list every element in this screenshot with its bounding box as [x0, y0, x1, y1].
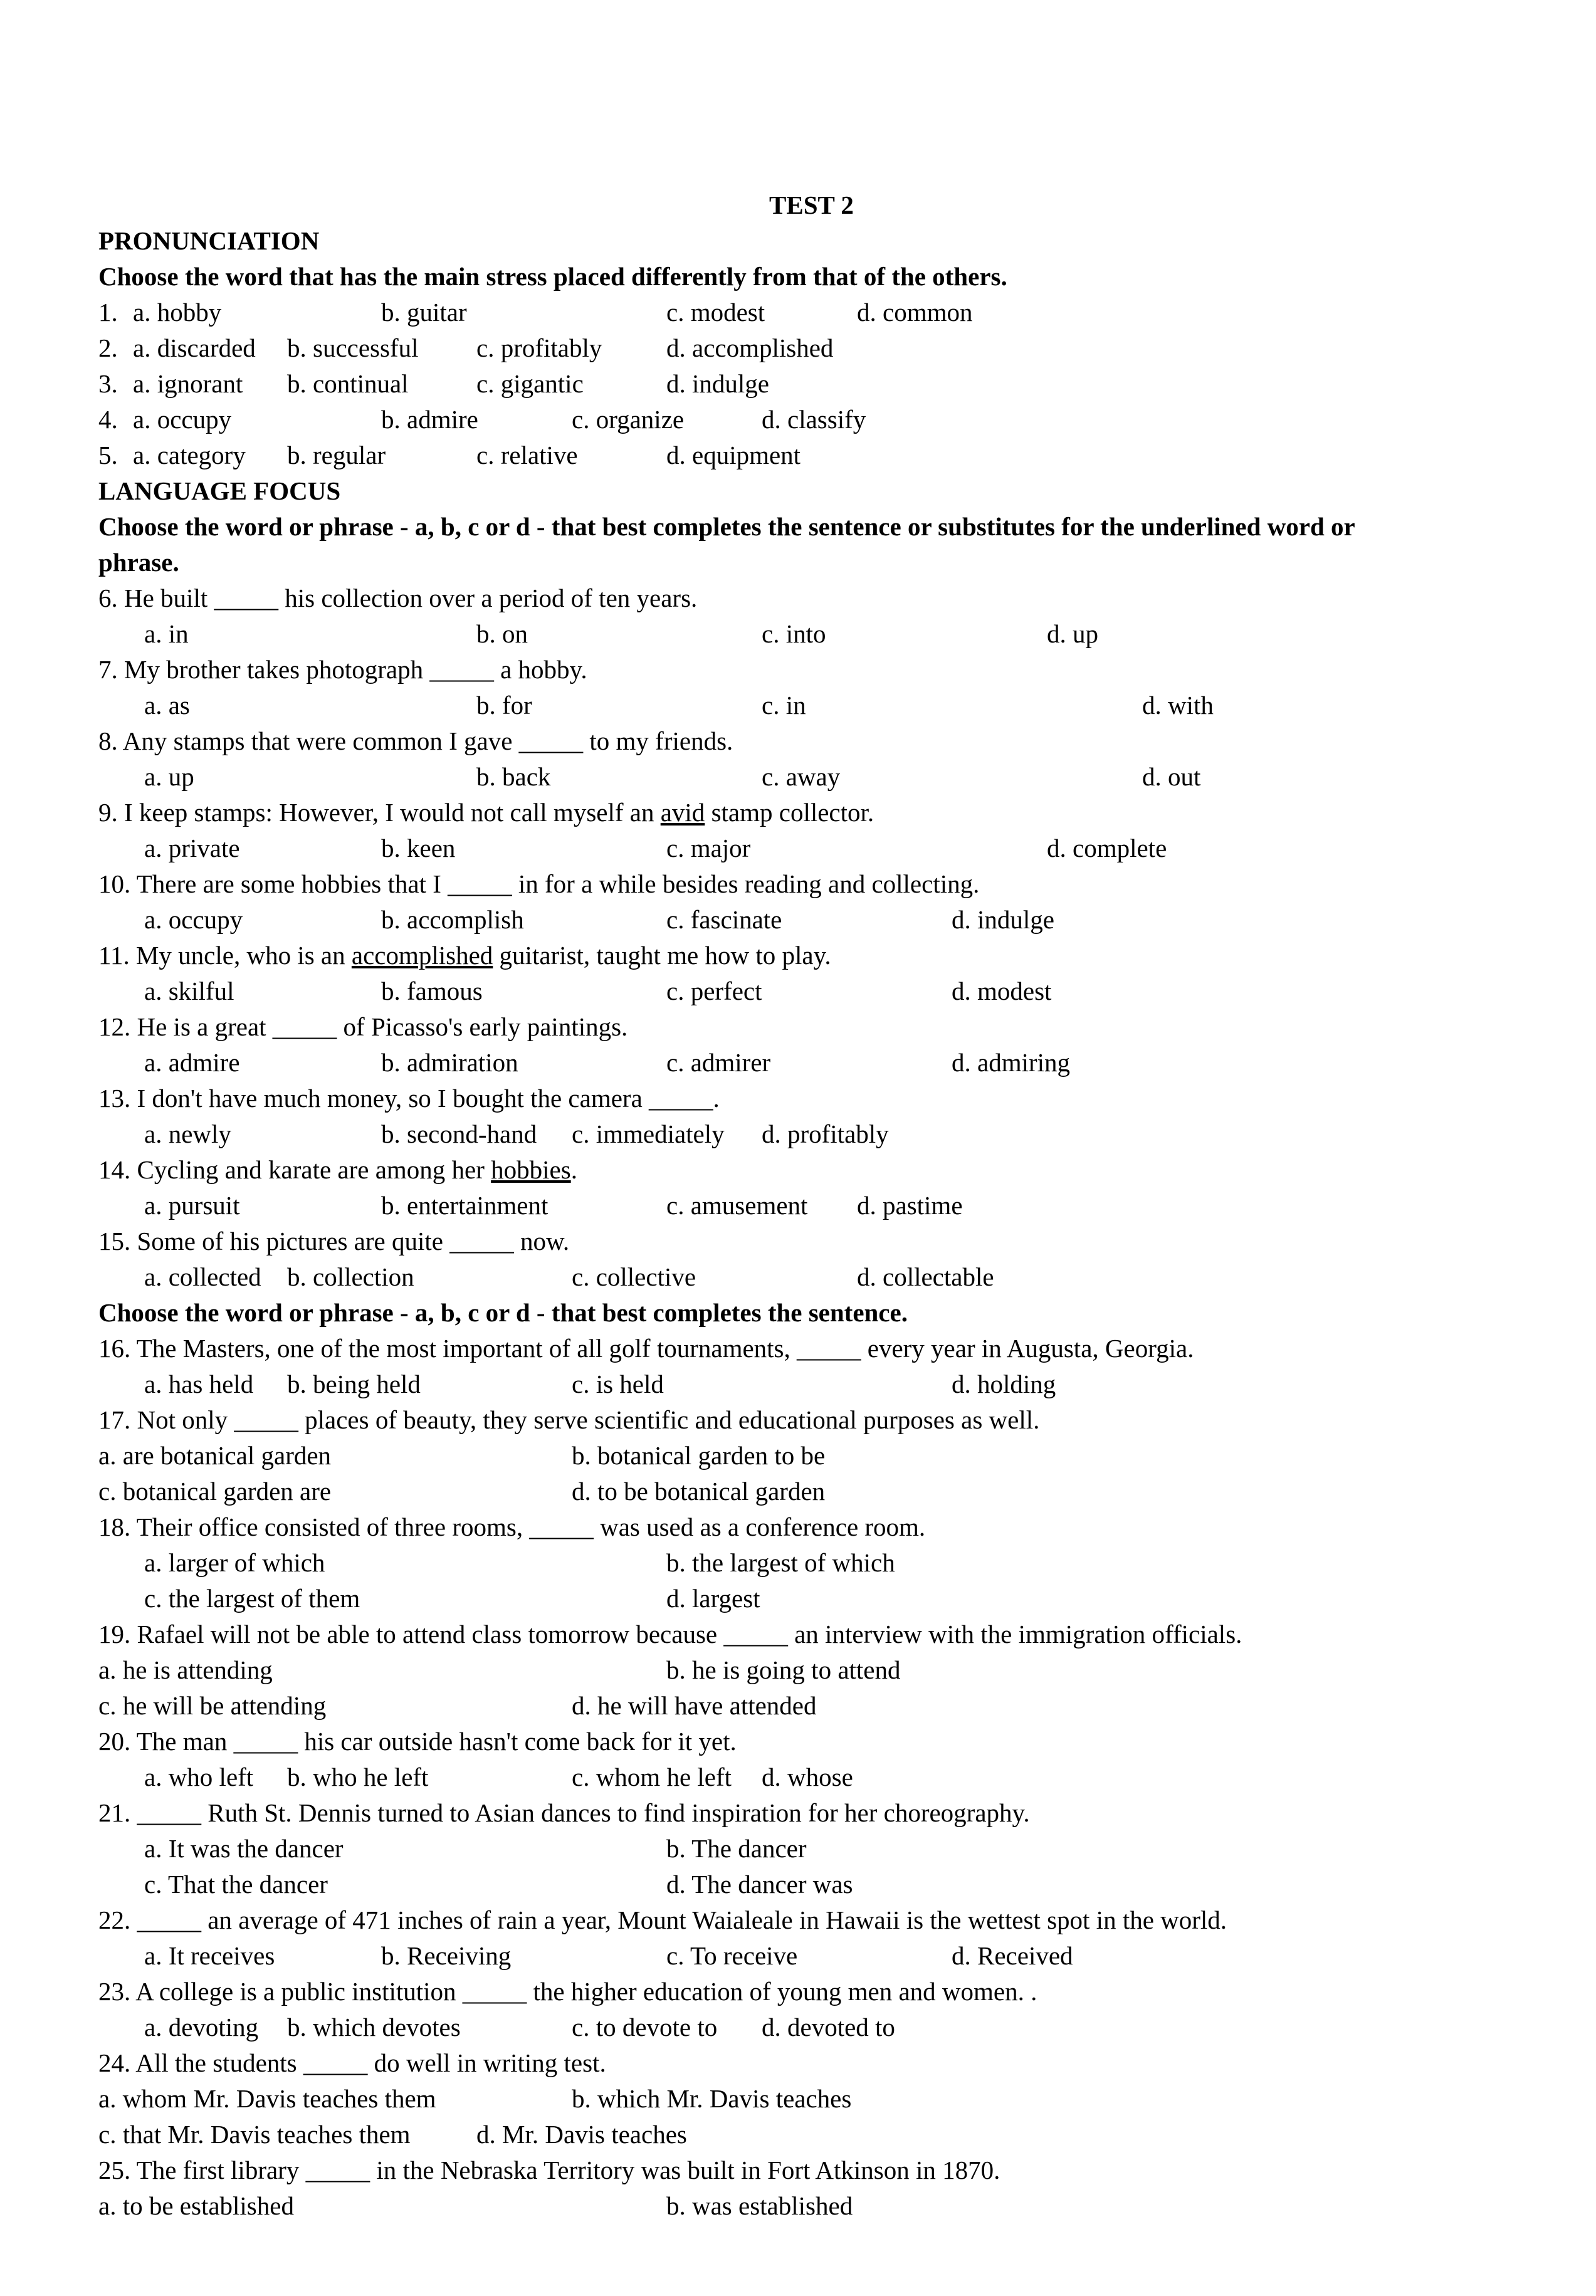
option-b: b. keen: [381, 834, 456, 862]
option-d: d. out: [1142, 762, 1201, 791]
option-a: a. up: [144, 762, 194, 791]
question-stem: 19. Rafael will not be able to attend class tomorrow because _____ an interview with the immigration officials.: [98, 1620, 1242, 1649]
option-d: d. to be botanical garden: [572, 1477, 826, 1506]
pron-num: 2.: [98, 333, 118, 362]
option-c: c. is held: [572, 1370, 664, 1398]
option-a: a. admire: [144, 1048, 240, 1077]
option-d: d. indulge: [952, 905, 1054, 934]
option-d: d. modest: [952, 977, 1052, 1005]
pron-num: 4.: [98, 405, 118, 434]
option-c: c. he will be attending: [98, 1691, 327, 1720]
question-stem: 23. A college is a public institution _____ the higher education of young men and women. .: [98, 1977, 1037, 2006]
question-stem: 14. Cycling and karate are among her hobbies.: [98, 1155, 577, 1184]
option-d: d. common: [857, 298, 973, 327]
option-d: d. he will have attended: [572, 1691, 817, 1720]
option-c: c. To receive: [666, 1941, 798, 1970]
option-b: b. Receiving: [381, 1941, 512, 1970]
option-b: b. accomplish: [381, 905, 524, 934]
option-a: a. occupy: [144, 905, 243, 934]
option-b: b. botanical garden to be: [572, 1441, 826, 1470]
option-b: b. entertainment: [381, 1191, 549, 1220]
underlined-word: hobbies: [491, 1155, 571, 1184]
option-b: b. the largest of which: [666, 1548, 895, 1577]
option-c: c. that Mr. Davis teaches them: [98, 2120, 411, 2149]
option-c: c. perfect: [666, 977, 762, 1005]
option-a: a. ignorant: [133, 369, 243, 398]
option-c: c. That the dancer: [144, 1870, 328, 1899]
option-d: d. Received: [952, 1941, 1073, 1970]
pronunciation-instruction: Choose the word that has the main stress placed differently from that of the others.: [98, 262, 1007, 291]
option-d: d. up: [1047, 619, 1098, 648]
question-stem: 16. The Masters, one of the most important of all golf tournaments, _____ every year in Augusta, Georgia.: [98, 1334, 1194, 1363]
option-b: b. famous: [381, 977, 483, 1005]
option-d: d. devoted to: [762, 2013, 895, 2042]
option-b: b. continual: [287, 369, 409, 398]
underlined-word: avid: [660, 798, 705, 827]
underlined-word: accomplished: [351, 941, 493, 970]
option-a: a. has held: [144, 1370, 254, 1398]
section-pronunciation: PRONUNCIATION: [98, 226, 320, 255]
option-a: a. hobby: [133, 298, 222, 327]
option-c: c. major: [666, 834, 751, 862]
option-d: d. equipment: [666, 441, 801, 469]
option-a: a. he is attending: [98, 1655, 273, 1684]
option-b: b. regular: [287, 441, 386, 469]
option-d: d. Mr. Davis teaches: [476, 2120, 687, 2149]
option-a: a. category: [133, 441, 246, 469]
option-a: a. discarded: [133, 333, 256, 362]
question-stem: 22. _____ an average of 471 inches of rain a year, Mount Waialeale in Hawaii is the wettest spot in the world.: [98, 1905, 1227, 1934]
question-stem: 17. Not only _____ places of beauty, they serve scientific and educational purposes as well.: [98, 1405, 1040, 1434]
option-d: d. pastime: [857, 1191, 963, 1220]
language-focus-instruction-2: Choose the word or phrase - a, b, c or d - that best completes the sentence.: [98, 1298, 908, 1327]
option-a: a. who left: [144, 1763, 254, 1791]
option-b: b. back: [476, 762, 551, 791]
option-d: d. largest: [666, 1584, 760, 1613]
option-a: a. as: [144, 691, 190, 720]
question-stem: 20. The man _____ his car outside hasn't come back for it yet.: [98, 1727, 737, 1756]
option-b: b. being held: [287, 1370, 421, 1398]
option-a: a. skilful: [144, 977, 234, 1005]
question-stem: 12. He is a great _____ of Picasso's early paintings.: [98, 1012, 628, 1041]
option-d: d. accomplished: [666, 333, 834, 362]
option-b: b. on: [476, 619, 528, 648]
question-stem: 11. My uncle, who is an accomplished guitarist, taught me how to play.: [98, 941, 831, 970]
question-stem: 9. I keep stamps: However, I would not call myself an avid stamp collector.: [98, 798, 874, 827]
option-d: d. classify: [762, 405, 866, 434]
question-stem: 15. Some of his pictures are quite _____ now.: [98, 1227, 570, 1255]
option-a: a. larger of which: [144, 1548, 325, 1577]
option-c: c. amusement: [666, 1191, 808, 1220]
option-d: d. profitably: [762, 1119, 889, 1148]
question-stem: 7. My brother takes photograph _____ a hobby.: [98, 655, 587, 684]
option-c: c. into: [762, 619, 826, 648]
option-b: b. which devotes: [287, 2013, 461, 2042]
option-c: c. gigantic: [476, 369, 584, 398]
option-c: c. organize: [572, 405, 685, 434]
option-d: d. with: [1142, 691, 1214, 720]
section-language-focus: LANGUAGE FOCUS: [98, 476, 341, 505]
option-d: d. holding: [952, 1370, 1056, 1398]
option-d: d. admiring: [952, 1048, 1071, 1077]
question-stem: 21. _____ Ruth St. Dennis turned to Asian dances to find inspiration for her choreography.: [98, 1798, 1030, 1827]
option-b: b. which Mr. Davis teaches: [572, 2084, 852, 2113]
option-a: a. to be established: [98, 2191, 294, 2220]
option-b: b. who he left: [287, 1763, 429, 1791]
option-a: a. newly: [144, 1119, 231, 1148]
option-a: a. occupy: [133, 405, 232, 434]
option-d: d. The dancer was: [666, 1870, 853, 1899]
option-a: a. private: [144, 834, 240, 862]
option-c: c. immediately: [572, 1119, 725, 1148]
option-d: d. collectable: [857, 1262, 994, 1291]
option-d: d. indulge: [666, 369, 769, 398]
option-c: c. to devote to: [572, 2013, 718, 2042]
option-d: d. complete: [1047, 834, 1167, 862]
option-c: c. away: [762, 762, 841, 791]
page-title: TEST 2: [769, 191, 854, 219]
option-a: a. collected: [144, 1262, 261, 1291]
option-a: a. devoting: [144, 2013, 259, 2042]
pron-num: 5.: [98, 441, 118, 469]
option-a: a. in: [144, 619, 189, 648]
option-d: d. whose: [762, 1763, 853, 1791]
option-b: b. collection: [287, 1262, 414, 1291]
pron-num: 3.: [98, 369, 118, 398]
option-b: b. he is going to attend: [666, 1655, 901, 1684]
question-stem: 25. The first library _____ in the Nebraska Territory was built in Fort Atkinson in 1870.: [98, 2156, 1000, 2184]
option-b: b. The dancer: [666, 1834, 807, 1863]
language-focus-instruction-cont: phrase.: [98, 548, 179, 577]
option-a: a. are botanical garden: [98, 1441, 332, 1470]
option-b: b. was established: [666, 2191, 853, 2220]
question-stem: 10. There are some hobbies that I _____ in for a while besides reading and collecting.: [98, 869, 980, 898]
option-c: c. fascinate: [666, 905, 782, 934]
option-a: a. It was the dancer: [144, 1834, 344, 1863]
question-stem: 24. All the students _____ do well in writing test.: [98, 2048, 606, 2077]
option-b: b. guitar: [381, 298, 467, 327]
question-stem: 13. I don't have much money, so I bought the camera _____.: [98, 1084, 720, 1113]
question-stem: 18. Their office consisted of three rooms, _____ was used as a conference room.: [98, 1512, 926, 1541]
option-a: a. whom Mr. Davis teaches them: [98, 2084, 436, 2113]
option-a: a. pursuit: [144, 1191, 240, 1220]
option-c: c. admirer: [666, 1048, 771, 1077]
option-b: b. second-hand: [381, 1119, 537, 1148]
option-c: c. the largest of them: [144, 1584, 360, 1613]
option-b: b. admiration: [381, 1048, 518, 1077]
option-c: c. collective: [572, 1262, 696, 1291]
option-c: c. botanical garden are: [98, 1477, 332, 1506]
pron-num: 1.: [98, 298, 118, 327]
option-c: c. whom he left: [572, 1763, 732, 1791]
question-stem: 6. He built _____ his collection over a period of ten years.: [98, 584, 698, 612]
option-c: c. profitably: [476, 333, 602, 362]
option-c: c. modest: [666, 298, 765, 327]
option-b: b. admire: [381, 405, 478, 434]
option-c: c. in: [762, 691, 806, 720]
question-stem: 8. Any stamps that were common I gave _____ to my friends.: [98, 726, 733, 755]
language-focus-instruction: Choose the word or phrase - a, b, c or d - that best completes the sentence or substitutes for the underlined word or: [98, 512, 1355, 541]
option-b: b. successful: [287, 333, 419, 362]
option-b: b. for: [476, 691, 532, 720]
option-c: c. relative: [476, 441, 578, 469]
option-a: a. It receives: [144, 1941, 275, 1970]
